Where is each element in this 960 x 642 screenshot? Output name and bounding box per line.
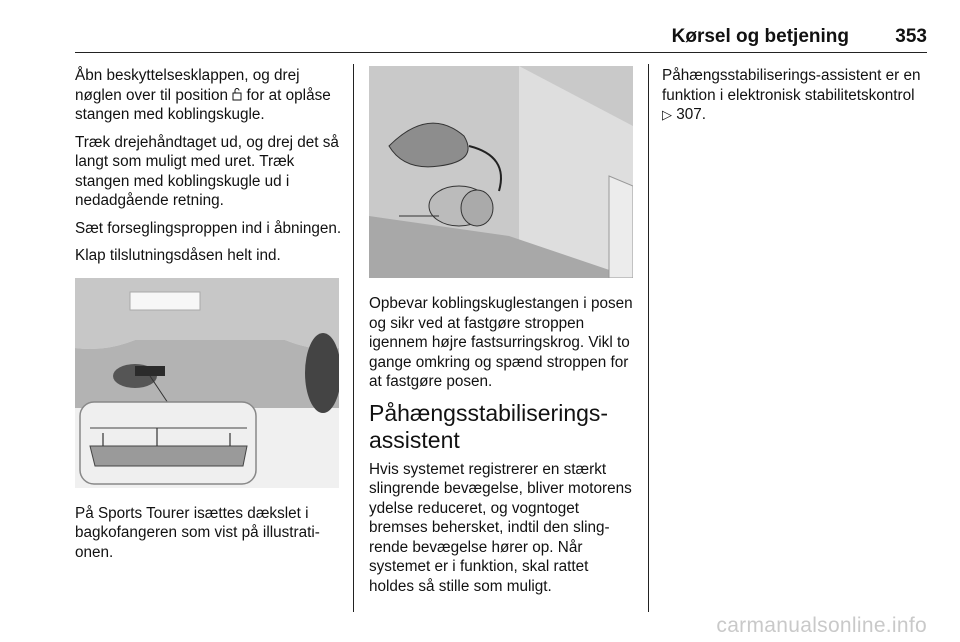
- towbar-storage-illustration: [369, 66, 633, 278]
- page-number: 353: [895, 26, 927, 47]
- paragraph-handle: Træk drejehåndtaget ud, og drej det så langt som muligt med uret. Træk stangen med koblingskugle ud i nedadgående retning.: [75, 133, 339, 209]
- rear-bumper-illustration: [75, 278, 339, 488]
- column-divider-left: [353, 64, 354, 612]
- page-header: [75, 26, 927, 50]
- column-2: [369, 66, 637, 604]
- unlock-icon: [232, 87, 242, 104]
- paragraph-stability: Hvis systemet registrerer en stærkt slingrende bevægelse, bliver motorens ydelse reduceret, og vogntoget bremses behersket, indtil den slingrende bevægelse hører op. Når systemet er i funktion, skal rattet holdes så stille som muligt.: [369, 460, 632, 595]
- paragraph-sports-tourer: På Sports Tourer isættes dækslet i bagkofangeren som vist på illustrationen.: [75, 504, 320, 561]
- column-divider-right: [648, 64, 649, 612]
- column-1: [75, 66, 343, 570]
- header-rule: [75, 52, 927, 53]
- triangle-right-icon: ▷: [662, 107, 672, 122]
- paragraph-socket: Klap tilslutningsdåsen helt ind.: [75, 247, 281, 264]
- section-title: Kørsel og betjening: [671, 26, 849, 47]
- paragraph-esc-ref: Påhængsstabiliserings-assistent er en funktion i elektronisk stabilitetskontrol ▷ 307.: [662, 67, 921, 123]
- section-heading: Påhængsstabiliseringsassistent: [369, 399, 609, 453]
- cross-reference-page[interactable]: 307: [676, 106, 702, 123]
- paragraph-storage: Opbevar koblingskuglestangen i posen og sikr ved at fastgøre stroppen igennem højre fastsurringskrog. Vikl to gange omkring og spænd stroppen for at fastgøre posen.: [369, 295, 633, 390]
- paragraph-unlock: Åbn beskyttelsesklappen, og drej nøglen over til position for at oplåse stangen med koblingskugle.: [75, 67, 331, 123]
- column-3: [662, 66, 927, 133]
- paragraph-plug: Sæt forseglingsproppen ind i åbningen.: [75, 219, 342, 237]
- watermark: carmanualsonline.info: [716, 614, 927, 637]
